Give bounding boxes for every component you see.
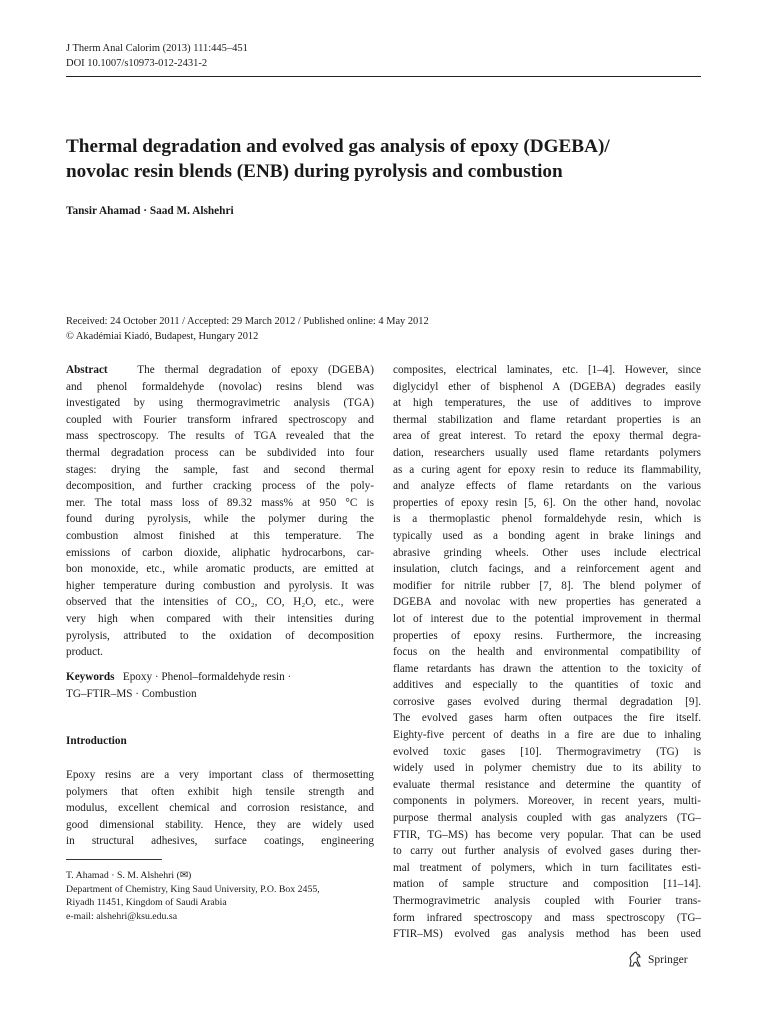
body-line: is a thermoplastic phenol formaldehyde resin, which is <box>393 513 701 526</box>
copyright-line: © Akadémiai Kiadó, Budapest, Hungary 2012 <box>66 331 259 342</box>
abstract-line: Abstract The thermal degradation of epoxy (DGEBA) <box>66 364 374 376</box>
abstract-line: mer. The total mass loss of 89.32 mass% at 950 °C is <box>66 496 374 509</box>
abstract-label: Abstract <box>66 364 108 376</box>
abstract-line: mass spectroscopy. The results of TGA revealed that the <box>66 430 374 443</box>
body-line: modifier for nitrile rubber [7, 8]. The blend polymer of <box>393 579 701 592</box>
body-line: as a curing agent for epoxy resin to reduce its flammability, <box>393 463 701 476</box>
body-line: widely used in polymer chemistry due to its ability to <box>393 762 701 775</box>
keywords-line-1: Keywords Epoxy · Phenol–formaldehyde resin · <box>66 671 292 683</box>
footnote-rule <box>66 859 162 860</box>
keywords-line-2: TG–FTIR–MS · Combustion <box>66 687 197 700</box>
journal-header <box>66 41 248 71</box>
abstract-line: pyrolysis, attributed to the oxidation of decomposition <box>66 629 374 642</box>
introduction-text <box>66 767 374 850</box>
intro-line: Epoxy resins are a very important class of thermosetting <box>66 769 374 781</box>
title-line-1: Thermal degradation and evolved gas analysis of epoxy (DGEBA)/ <box>66 136 610 157</box>
body-line: mation of sample structure and composition [11–14]. <box>393 878 701 891</box>
intro-line: in structural adhesives, surface coatings, engineering <box>66 835 374 848</box>
keywords-label: Keywords <box>66 671 115 683</box>
body-right-column <box>393 362 701 943</box>
intro-line: polymers that often exhibit high tensile strength and <box>66 785 374 798</box>
abstract-line: observed that the intensities of CO₂, CO, H₂O, etc., were <box>66 596 374 609</box>
body-line: Thermogravimetric analysis coupled with Fourier trans- <box>393 895 701 907</box>
keywords <box>66 669 374 702</box>
springer-horse-icon <box>627 951 643 968</box>
body-line: properties of epoxy resin [5, 6]. On the other hand, novolac <box>393 496 701 509</box>
section-heading-introduction: Introduction <box>66 735 127 747</box>
authors: Tansir Ahamad · Saad M. Alshehri <box>66 205 234 217</box>
abstract-line: decomposition, and further cracking process of the poly- <box>66 480 374 493</box>
body-line: mal treatment of polymers, which in turn facilitates esti- <box>393 861 701 874</box>
abstract-line: stages: drying the sample, fast and second thermal <box>66 463 374 476</box>
abstract-line: product. <box>66 646 103 659</box>
body-line: composites, electrical laminates, etc. [1–4]. However, since <box>393 364 701 376</box>
body-line: and analyze effects of flame retardants on the various <box>393 480 701 493</box>
paper-title <box>66 134 706 184</box>
footnote-department: Department of Chemistry, King Saud University, P.O. Box 2455, <box>66 883 320 895</box>
author-footnote <box>66 869 320 923</box>
body-line: thermal stabilization and flame retardant properties is an <box>393 413 701 426</box>
body-line: insulation, clutch facings, and a reinforcement agent and <box>393 563 701 576</box>
dates-line: Received: 24 October 2011 / Accepted: 29 March 2012 / Published online: 4 May 2012 <box>66 316 429 327</box>
title-line-2: novolac resin blends (ENB) during pyrolysis and combustion <box>66 161 563 182</box>
abstract-line: found during pyrolysis, while the polymer during the <box>66 513 374 526</box>
footnote-email[interactable]: e-mail: alshehri@ksu.edu.sa <box>66 910 178 922</box>
abstract-line: emissions of carbon dioxide, aliphatic hydrocarbons, car- <box>66 546 374 559</box>
abstract-line: very high when compared with their intensities during <box>66 612 374 625</box>
body-line: FTIR–MS) evolved gas analysis method has been used <box>393 928 701 941</box>
abstract-line: and phenol formaldehyde (novolac) resins blend was <box>66 380 374 393</box>
abstract-line: investigated by using thermogravimetric analysis (TGA) <box>66 397 374 410</box>
body-line: flame retardants has drawn the attention to the toxicity of <box>393 662 701 675</box>
body-line: additives and especially to the quantities of toxic and <box>393 679 701 692</box>
body-line: typically used as a bonding agent in brake linings and <box>393 529 701 542</box>
abstract-line: bon monoxide, etc., while aromatic products, are emitted at <box>66 563 374 576</box>
body-line: evolved toxic gases [10]. Thermogravimetry (TG) is <box>393 745 701 758</box>
journal-doi: DOI 10.1007/s10973-012-2431-2 <box>66 58 208 69</box>
body-line: to carry out further analysis of evolved gases during ther- <box>393 845 701 858</box>
body-line: at high temperatures, the use of additives to improve <box>393 397 701 410</box>
publisher-mark <box>627 951 688 968</box>
body-line: form infrared spectroscopy and mass spectroscopy (TG– <box>393 911 701 924</box>
publisher-name: Springer <box>648 953 688 966</box>
body-line: abrasive grinding wheels. Other uses include electrical <box>393 546 701 559</box>
abstract <box>66 362 374 661</box>
header-rule <box>66 76 701 77</box>
body-line: evaluate thermal resistance and determine the quantity of <box>393 778 701 791</box>
body-line: diglycidyl ether of bisphenol A (DGEBA) degrades easily <box>393 380 701 393</box>
body-line: The evolved gases harm often outpaces the fire itself. <box>393 712 701 725</box>
body-line: components in polymers. Moreover, in recent years, multi- <box>393 795 701 808</box>
abstract-line: combustion almost finished at this temperature. The <box>66 529 374 542</box>
body-line: dation, researchers usually used flame retardants polymers <box>393 446 701 459</box>
journal-citation: J Therm Anal Calorim (2013) 111:445–451 <box>66 43 248 54</box>
body-line: properties of epoxy resins. Furthermore, the increasing <box>393 629 701 642</box>
publication-dates <box>66 314 429 344</box>
body-line: DGEBA and novolac with new properties has generated a <box>393 596 701 609</box>
body-line: corrosive gases evolved during thermal degradation [9]. <box>393 695 701 708</box>
intro-line: good dimensional stability. Hence, they are widely used <box>66 818 374 831</box>
body-line: area of great interest. To retard the epoxy thermal degra- <box>393 430 701 443</box>
abstract-line: higher temperature during combustion and pyrolysis. It was <box>66 579 374 592</box>
footnote-authors: T. Ahamad · S. M. Alshehri (✉) <box>66 870 192 881</box>
body-line: purpose thermal analysis coupled with gas analyzers (TG– <box>393 812 701 825</box>
body-line: FTIR, TG–MS) has become very popular. That can be used <box>393 828 701 841</box>
body-line: Eighty-five percent of deaths in a fire are due to inhaling <box>393 729 701 742</box>
body-line: focus on the health and environmental compatibility of <box>393 646 701 659</box>
footnote-city: Riyadh 11451, Kingdom of Saudi Arabia <box>66 897 227 908</box>
abstract-line: thermal degradation process can be subdivided into four <box>66 446 374 459</box>
body-line: lot of interest due to the potential improvement in thermal <box>393 612 701 625</box>
intro-line: modulus, excellent chemical and corrosion resistance, and <box>66 802 374 815</box>
abstract-line: coupled with Fourier transform infrared spectroscopy and <box>66 413 374 426</box>
